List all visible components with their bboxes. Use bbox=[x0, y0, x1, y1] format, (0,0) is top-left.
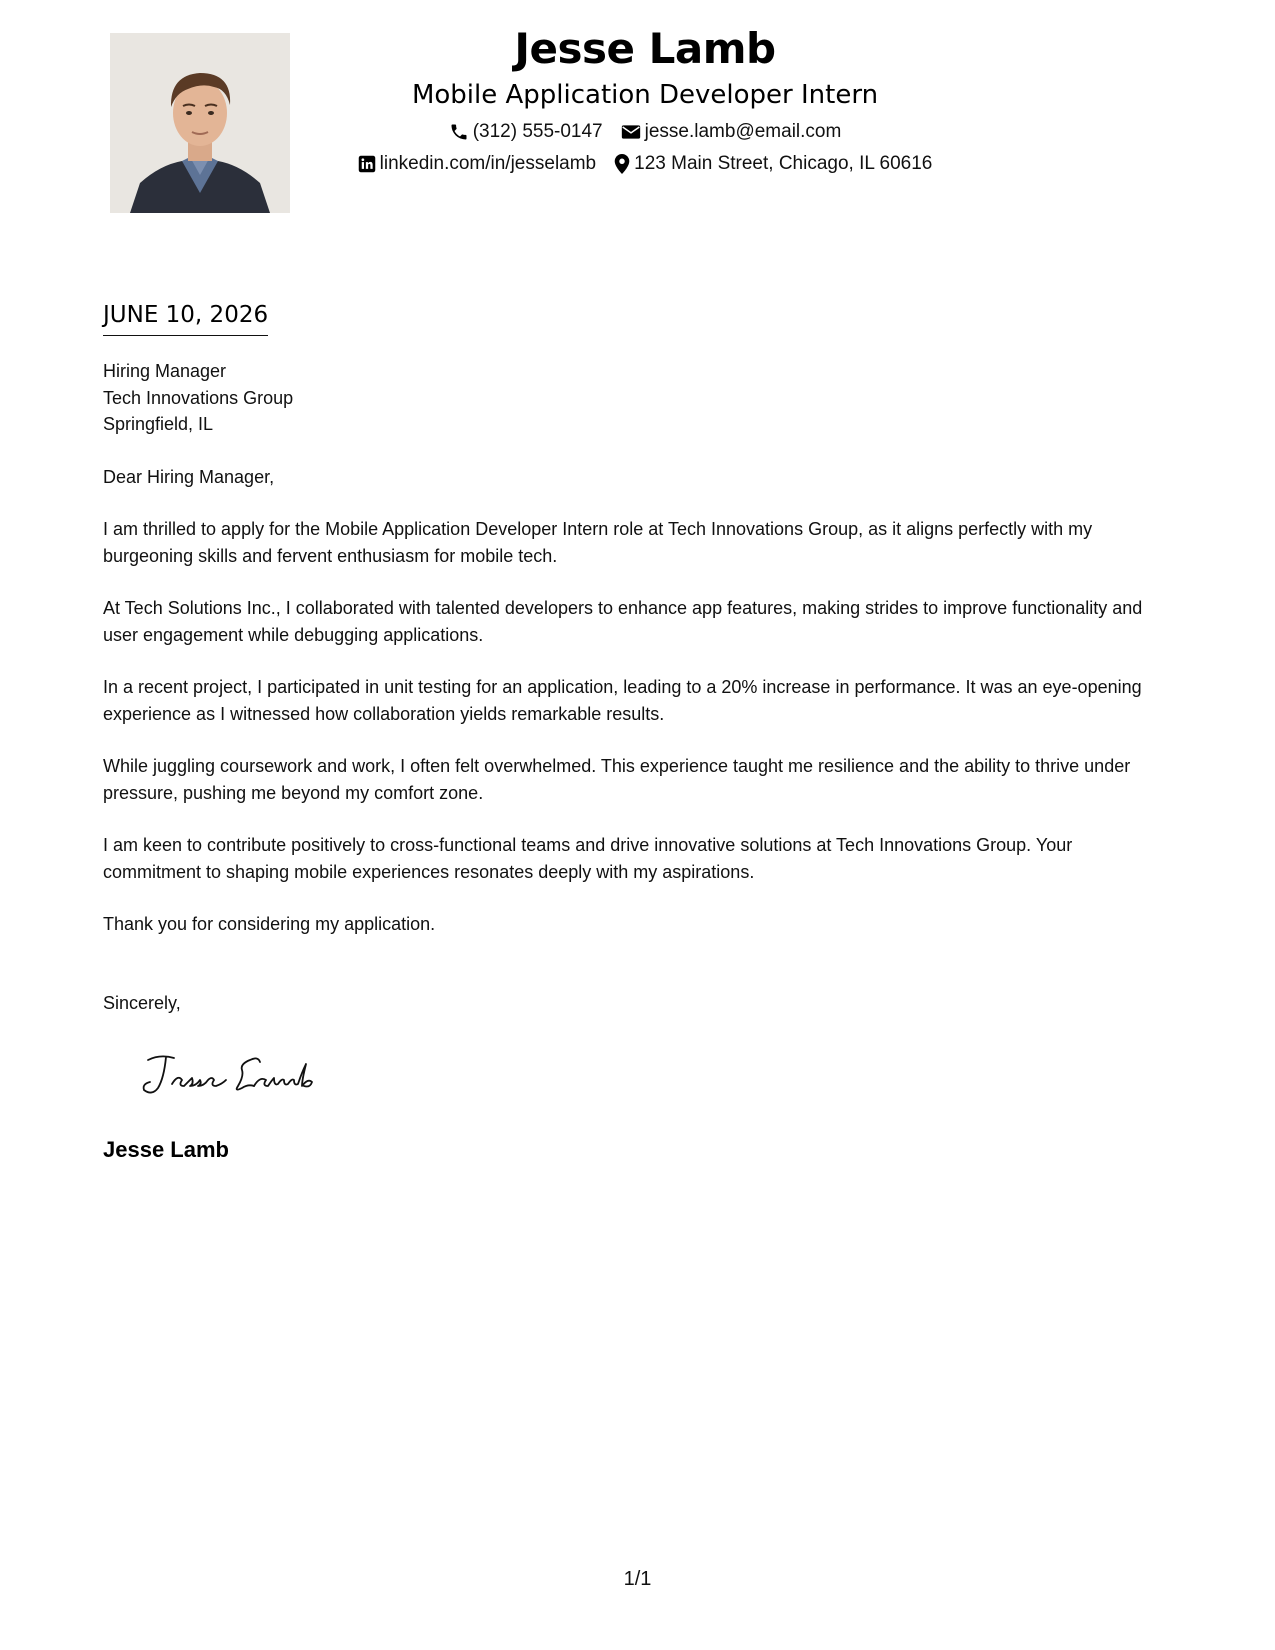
paragraph: Thank you for considering my application. bbox=[103, 914, 436, 934]
contact-row-1 bbox=[300, 120, 990, 144]
phone-text: (312) 555-0147 bbox=[472, 121, 603, 142]
portrait-image bbox=[110, 33, 290, 213]
letter-header bbox=[300, 20, 990, 176]
paragraph: I am thrilled to apply for the Mobile Application Developer Intern role at Tech Innovations Group, as it aligns perfectly with my burgeoning skills and fervent enthusiasm for mobile tech. bbox=[103, 519, 1093, 566]
letter-date: JUNE 10, 2026 bbox=[103, 300, 268, 336]
paragraph: At Tech Solutions Inc., I collaborated with talented developers to enhance app features, making strides to improve functionality and user engagement while debugging applications. bbox=[103, 598, 1143, 645]
contact-address bbox=[614, 152, 932, 176]
paragraph: I am keen to contribute positively to cross-functional teams and drive innovative solutions at Tech Innovations Group. Your commitment to shaping mobile experiences resonates deeply with my aspirations. bbox=[103, 835, 1073, 882]
recipient-name: Hiring Manager bbox=[103, 361, 227, 381]
recipient-company: Tech Innovations Group bbox=[103, 387, 294, 408]
contact-email bbox=[621, 120, 842, 144]
paragraph: While juggling coursework and work, I often felt overwhelmed. This experience taught me resilience and the ability to thrive under pressure, pushing me beyond my comfort zone. bbox=[103, 756, 1131, 803]
recipient-location: Springfield, IL bbox=[103, 414, 214, 434]
contact-row-2 bbox=[300, 152, 990, 176]
applicant-title: Mobile Application Developer Intern bbox=[411, 80, 879, 110]
envelope-icon bbox=[621, 124, 641, 140]
signature-image bbox=[140, 1050, 340, 1100]
closing: Sincerely, bbox=[103, 992, 181, 1013]
map-pin-icon bbox=[614, 154, 630, 174]
letter-body bbox=[103, 358, 1173, 1016]
signer-name: Jesse Lamb bbox=[103, 1137, 229, 1162]
phone-icon bbox=[449, 122, 469, 142]
recipient-block bbox=[103, 358, 1173, 438]
profile-photo bbox=[110, 33, 290, 213]
page-number: 1/1 bbox=[623, 1568, 652, 1590]
handwritten-signature bbox=[140, 1050, 340, 1105]
email-text: jesse.lamb@email.com bbox=[644, 121, 842, 142]
linkedin-icon bbox=[358, 155, 376, 173]
address-text: 123 Main Street, Chicago, IL 60616 bbox=[634, 153, 933, 174]
contact-linkedin bbox=[358, 152, 597, 176]
linkedin-text: linkedin.com/in/jesselamb bbox=[379, 153, 597, 174]
paragraph: In a recent project, I participated in unit testing for an application, leading to a 20% increase in performance. It was an eye-opening experience as I witnessed how collaboration yields remarkable results. bbox=[103, 677, 1142, 724]
contact-phone bbox=[449, 120, 603, 144]
salutation: Dear Hiring Manager, bbox=[103, 466, 275, 487]
applicant-name: Jesse Lamb bbox=[514, 24, 776, 73]
